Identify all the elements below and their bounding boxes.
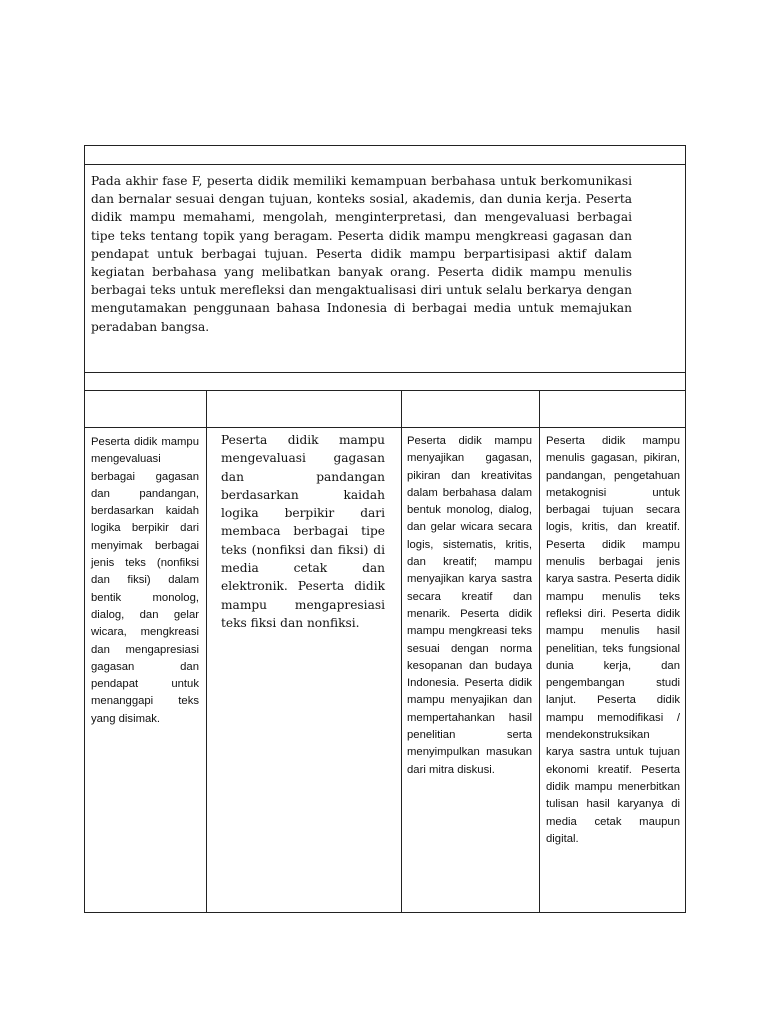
cell-text: Peserta didik mampu mengevaluasi gagasan dan pandangan berdasarkan kaidah logika berpikir dari membaca berbagai tipe teks (nonfiksi dan fiksi) di media cetak dan elektronik. Peserta didik mampu mengapresiasi teks fiksi dan nonfiksi. <box>221 433 385 630</box>
header-cell-3 <box>402 391 540 427</box>
cell-berbicara <box>402 428 540 913</box>
element-label-row <box>85 373 685 391</box>
cell-text: Peserta didik mampu menyajikan gagasan, pikiran dan kreativitas dalam berbahasa dalam bentuk monolog, dialog, dan gelar wicara secara logis, sistematis, kritis, dan kreatif; mampu menyajikan karya sastra secara kreatif dan menarik. Peserta didik mampu mengkreasi teks sesuai dengan norma kesopanan dan budaya Indonesia. Peserta didik mampu menyajikan dan mempertahankan hasil penelitian serta menyimpulkan masukan dari mitra diskusi. <box>407 435 532 776</box>
header-cell-2 <box>207 391 402 427</box>
cp-table <box>84 145 686 913</box>
content-row <box>85 428 685 913</box>
intro-paragraph: Pada akhir fase F, peserta didik memiliki kemampuan berbahasa untuk berkomunikasi dan bernalar sesuai dengan tujuan, konteks sosial, akademis, dan dunia kerja. Peserta didik mampu memahami, mengolah, menginterpretasi, dan mengevaluasi berbagai tipe teks tentang topik yang beragam. Peserta didik mampu mengkreasi gagasan dan pendapat untuk berbagai tujuan. Peserta didik mampu berpartisipasi aktif dalam kegiatan berbahasa yang melibatkan banyak orang. Peserta didik mampu menulis berbagai teks untuk merefleksi dan mengaktualisasi diri untuk selalu berkarya dengan mengutamakan penggunaan bahasa Indonesia di berbagai media untuk memajukan peradaban bangsa. <box>91 174 632 334</box>
cell-membaca <box>207 428 402 913</box>
intro-row <box>85 165 685 373</box>
cell-text: Peserta didik mampu mengevaluasi berbagai gagasan dan pandangan, berdasarkan kaidah logika berpikir dari menyimak berbagai jenis teks (nonfiksi dan fiksi) dalam bentik monolog, dialog, dan gelar wicara, mengkreasi dan mengapresiasi gagasan dan pendapat untuk menanggapi teks yang disimak. <box>91 436 199 725</box>
column-header-row <box>85 391 685 428</box>
cell-menyimak <box>85 428 207 913</box>
header-cell-1 <box>85 391 207 427</box>
cell-menulis <box>540 428 686 913</box>
header-cell-4 <box>540 391 686 427</box>
cell-text: Peserta didik mampu menulis gagasan, pikiran, pandangan, pengetahuan metakognisi untuk berbagai tujuan secara logis, kritis, dan kreatif. Peserta didik mampu menulis berbagai jenis karya sastra. Peserta didik mampu menulis teks refleksi diri. Peserta didik mampu menulis hasil penelitian, teks fungsional dunia kerja, dan pengembangan studi lanjut. Peserta didik mampu memodifikasi / mendekonstruksikan karya sastra untuk tujuan ekonomi kreatif. Peserta didik mampu menerbitkan tulisan hasil karyanya di media cetak maupun digital. <box>546 435 680 845</box>
table-title-row <box>85 146 685 165</box>
